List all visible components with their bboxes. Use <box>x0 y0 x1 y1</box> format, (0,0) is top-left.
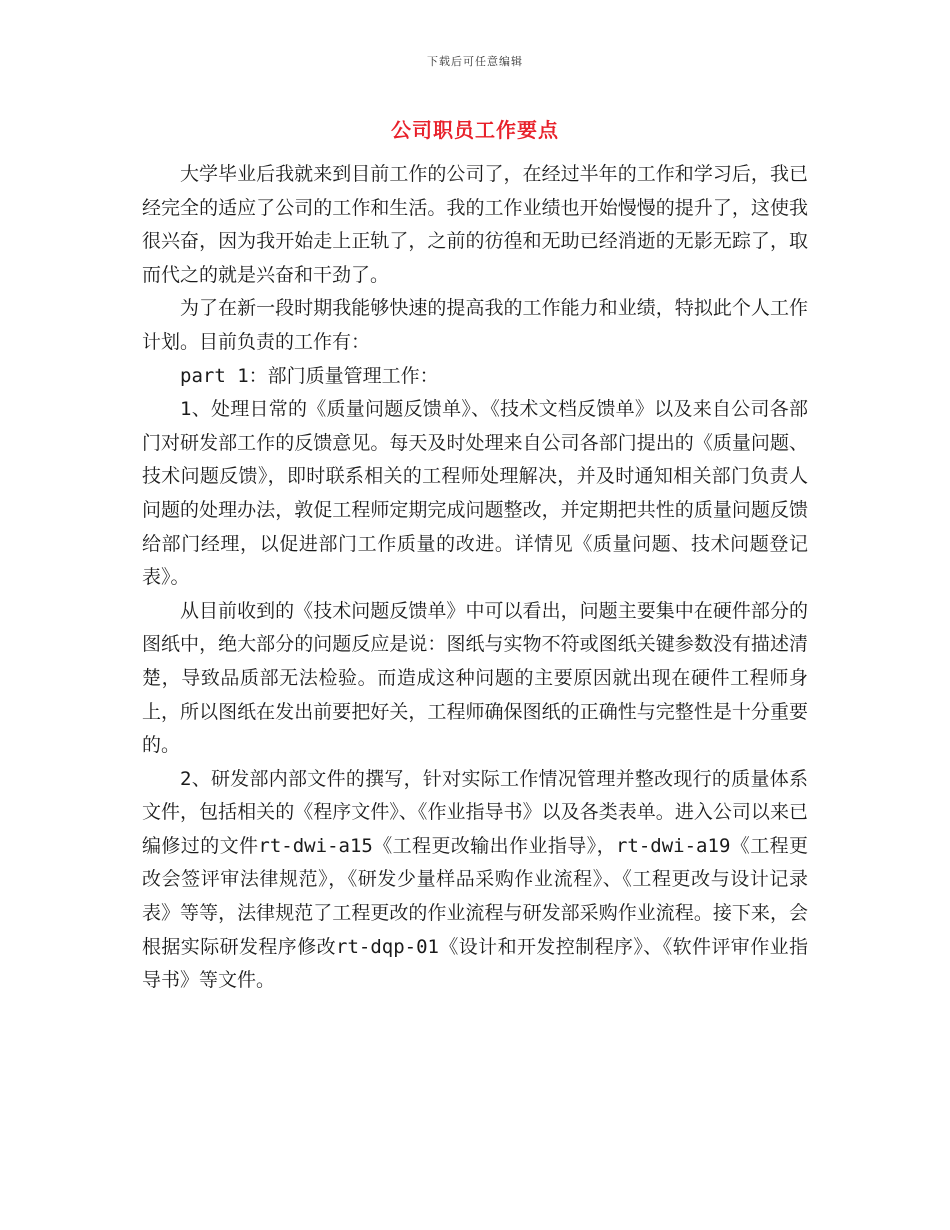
paragraph-1: 大学毕业后我就来到目前工作的公司了，在经过半年的工作和学习后，我已经完全的适应了公司的工作和生活。我的工作业绩也开始慢慢的提升了，这使我很兴奋，因为我开始走上正轨了，之前的彷徨和无助已经消逝的无影无踪了，取而代之的就是兴奋和干劲了。 <box>142 163 808 286</box>
document-body <box>142 158 808 998</box>
paragraph-5: 从目前收到的《技术问题反馈单》中可以看出，问题主要集中在硬件部分的图纸中，绝大部分的问题反应是说：图纸与实物不符或图纸关键参数没有描述清楚，导致品质部无法检验。而造成这种问题的主要原因就出现在硬件工程师身上，所以图纸在发出前要把好关，工程师确保图纸的正确性与完整性是十分重要的。 <box>142 599 808 757</box>
header-note: 下载后可任意编辑 <box>427 55 523 68</box>
document-title: 公司职员工作要点 <box>391 118 559 142</box>
paragraph-2: 为了在新一段时期我能够快速的提高我的工作能力和业绩，特拟此个人工作计划。目前负责的工作有： <box>142 297 808 353</box>
paragraph-4: 1、处理日常的《质量问题反馈单》、《技术文档反馈单》以及来自公司各部门对研发部工作的反馈意见。每天及时处理来自公司各部门提出的《质量问题、技术问题反馈》，即时联系相关的工程师处理解决，并及时通知相关部门负责人问题的处理办法，敦促工程师定期完成问题整改，并定期把共性的质量问题反馈给部门经理，以促进部门工作质量的改进。详情见《质量问题、技术问题登记表》。 <box>142 398 808 589</box>
paragraph-6: 2、研发部内部文件的撰写，针对实际工作情况管理并整改现行的质量体系文件，包括相关的《程序文件》、《作业指导书》以及各类表单。进入公司以来已编修过的文件rt-dwi-a15《工程更改输出作业指导》，rt-dwi-a19《工程更改会签评审法律规范》，《研发少量样品采购作业流程》、《工程更改与设计记录表》等等，法律规范了工程更改的作业流程与研发部采购作业流程。接下来，会根据实际研发程序修改rt-dqp-01《设计和开发控制程序》、《软件评审作业指导书》等文件。 <box>142 767 808 992</box>
paragraph-3: part 1：部门质量管理工作： <box>180 364 439 387</box>
